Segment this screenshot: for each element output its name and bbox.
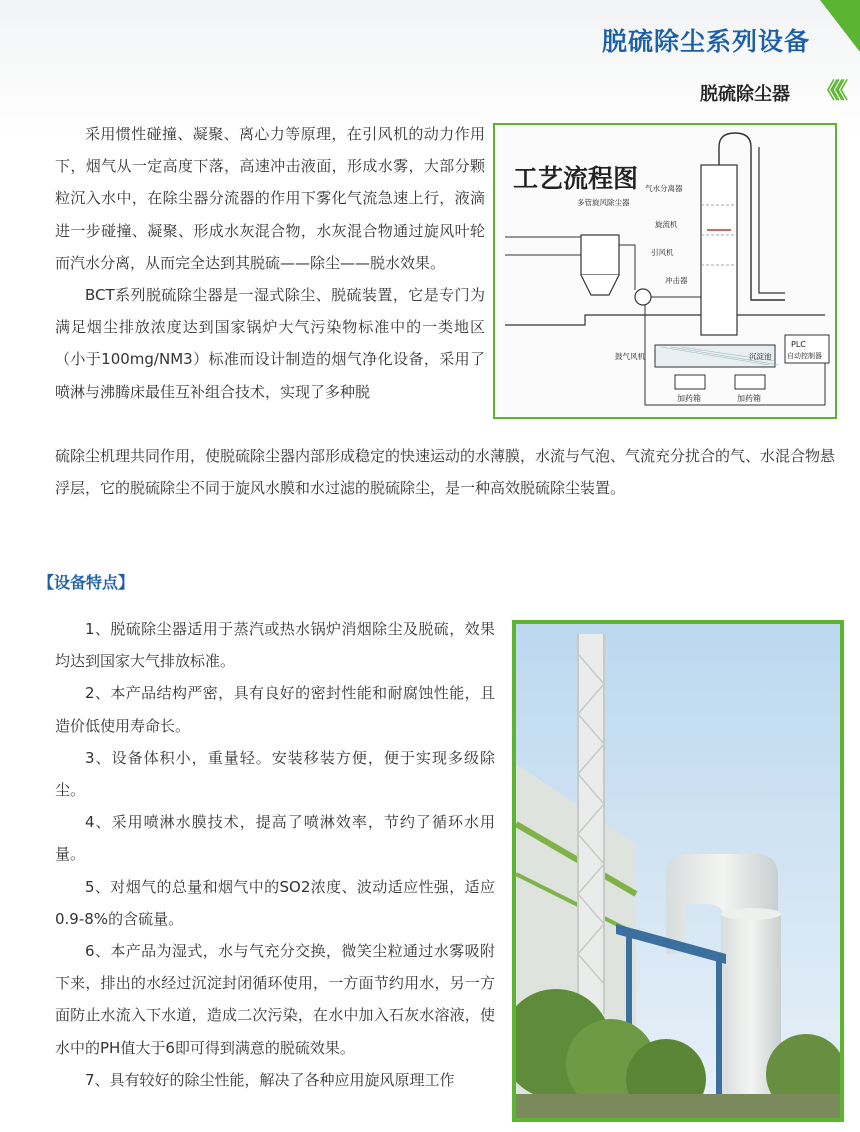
equipment-photo-illustration xyxy=(516,624,840,1118)
impact-label: 冲击器 xyxy=(665,276,688,285)
intro-paragraph-2: BCT系列脱硫除尘器是一湿式除尘、脱硫装置，它是专门为满足烟尘排放浓度达到国家锅炉大气污染物标准中的一类地区（小于100mg/NM3）标准而设计制造的烟气净化设备，采用了喷淋与沸腾床最佳互补组合技术，实现了多种脱 xyxy=(55,286,485,401)
features-list xyxy=(55,613,495,1096)
corner-accent xyxy=(820,0,860,52)
dosing-box-label-1: 加药箱 xyxy=(677,394,701,403)
fan-label: 引风机 xyxy=(651,248,674,257)
tank-label: 沉淀池 xyxy=(749,352,772,361)
multi-tube-label: 多管旋风除尘器 xyxy=(577,198,630,207)
diagram-title: 工艺流程图 xyxy=(513,164,639,193)
spray-fan-label: 鼓气风机 xyxy=(615,352,645,361)
feature-item-5: 5、对烟气的总量和烟气中的SO2浓度、波动适应性强，适应0.9-8%的含硫量。 xyxy=(55,877,495,928)
process-flow-diagram xyxy=(493,123,837,419)
plc-sub-label: 自动控制器 xyxy=(787,352,822,360)
intro-text xyxy=(55,118,485,408)
intro-paragraph-2-continued: 硫除尘机理共同作用，使脱硫除尘器内部形成稳定的快速运动的水薄膜，水流与气泡、气流充分扰合的气、水混合物悬浮层，它的脱硫除尘不同于旋风水膜和水过滤的脱硫除尘，是一种高效脱硫除尘装置。 xyxy=(55,447,836,498)
series-title: 脱硫除尘系列设备 xyxy=(601,27,810,56)
swirl-label: 旋流机 xyxy=(655,220,678,229)
equipment-photo xyxy=(512,620,844,1122)
feature-item-3: 3、设备体积小，重量轻。安装移装方便，便于实现多级除尘。 xyxy=(55,748,495,800)
plc-label: PLC xyxy=(791,340,806,349)
separator-label: 气水分离器 xyxy=(645,184,683,193)
chevron-left-icon: 《《《 xyxy=(815,79,842,104)
flow-diagram-svg xyxy=(495,125,835,417)
feature-item-2: 2、本产品结构严密，具有良好的密封性能和耐腐蚀性能，且造价低使用寿命长。 xyxy=(55,684,495,735)
feature-item-7: 7、具有较好的除尘性能，解决了各种应用旋风原理工作 xyxy=(85,1070,455,1089)
dosing-box-label-2: 加药箱 xyxy=(737,394,761,403)
intro-paragraph-1: 采用惯性碰撞、凝聚、离心力等原理，在引风机的动力作用下，烟气从一定高度下落，高速冲击液面，形成水雾，大部分颗粒沉入水中，在除尘器分流器的作用下雾化气流急速上行，液滴进一步碰撞、凝聚、形成水灰混合物，水灰混合物通过旋风叶轮而汽水分离，从而完全达到其脱硫——除尘——脱水效果。 xyxy=(55,125,485,272)
section-title: 脱硫除尘器 xyxy=(700,84,790,105)
feature-item-1: 1、脱硫除尘器适用于蒸汽或热水锅炉消烟除尘及脱硫，效果均达到国家大气排放标准。 xyxy=(55,620,495,671)
feature-item-4: 4、采用喷淋水膜技术，提高了喷淋效率，节约了循环水用量。 xyxy=(55,813,495,864)
features-heading: 【设备特点】 xyxy=(38,573,135,592)
feature-item-6: 6、本产品为湿式，水与气充分交换，微笑尘粒通过水雾吸附下来，排出的水经过沉淀封闭循环使用，一方面节约用水，另一方面防止水流入下水道，造成二次污染，在水中加入石灰水溶液，使水中的PH值大于6即可得到满意的脱硫效果。 xyxy=(55,942,495,1057)
